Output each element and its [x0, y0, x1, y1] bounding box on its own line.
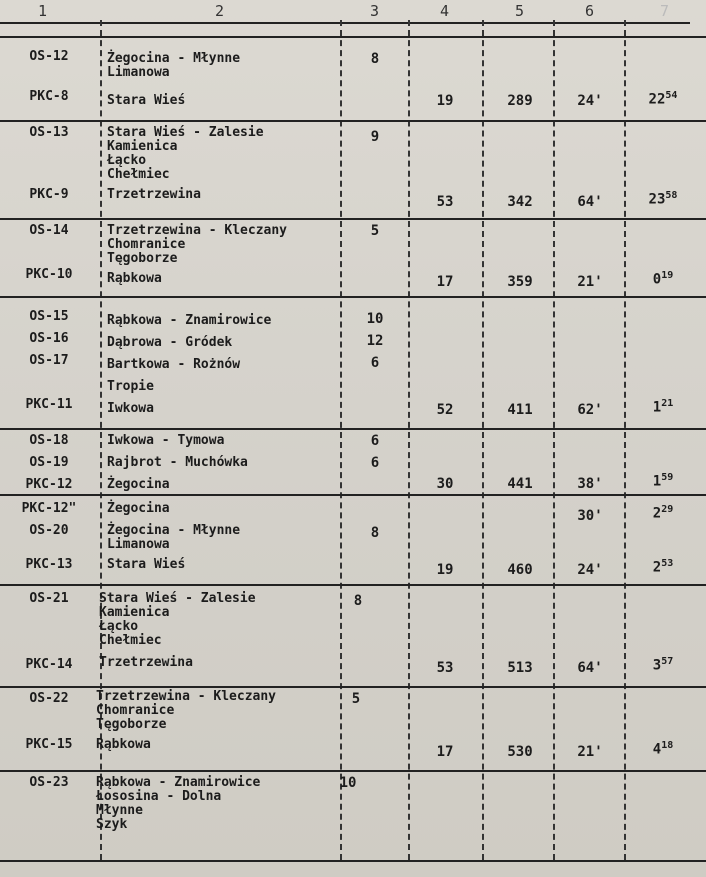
row-codes	[8, 498, 90, 576]
column-header-4: 4	[440, 2, 450, 20]
cell-col7: $1^{21}$	[652, 398, 674, 416]
cell-col4: 17	[436, 274, 454, 290]
cell-col7: $4^{18}$	[652, 740, 674, 758]
route-code: OS-20	[29, 523, 69, 538]
cell-col6: 21'	[577, 744, 603, 760]
column-header-3: 3	[370, 2, 380, 20]
column-header-5: 5	[515, 2, 525, 20]
cell-col5: 359	[507, 274, 533, 290]
table-row	[0, 298, 706, 430]
table-row	[0, 688, 706, 772]
route-code: OS-16	[29, 331, 69, 346]
table-row	[0, 586, 706, 688]
cell-col5: 289	[507, 93, 533, 109]
row-routes: Stara Wieś - Zalesie Kamienica Łącko Chełmiec Trzetrzewina	[107, 125, 264, 202]
route-code: OS-23	[29, 775, 69, 790]
route-code: PKC-8	[29, 89, 69, 104]
cell-col6: 64'	[577, 660, 603, 676]
route-code: PKC-12	[25, 477, 73, 492]
cell-col7: $2^{29}$	[652, 504, 674, 522]
table-row	[0, 220, 706, 298]
table-row	[0, 772, 706, 862]
route-code: OS-14	[29, 223, 69, 238]
row-codes	[8, 688, 90, 756]
row-distance: 8	[370, 51, 380, 67]
route-code: PKC-11	[25, 397, 73, 412]
column-header-2: 2	[215, 2, 225, 20]
row-routes: Żegocina Żegocina - Młynne Limanowa Stara Wieś	[107, 501, 241, 572]
cell-col7: $0^{19}$	[652, 270, 674, 288]
cell-col5: 513	[507, 660, 533, 676]
route-code: PKC-10	[25, 267, 73, 282]
cell-col6: 24'	[577, 93, 603, 109]
header-top-rule	[0, 22, 690, 24]
row-distance: 10 12 6	[366, 311, 384, 371]
route-code: OS-19	[29, 455, 69, 470]
cell-col7: $2^{53}$	[652, 558, 674, 576]
cell-col4: 53	[436, 194, 454, 210]
table-row	[0, 496, 706, 586]
cell-col7: $22^{54}$	[648, 90, 678, 108]
route-code: PKC-9	[29, 187, 69, 202]
cell-col5: 411	[507, 402, 533, 418]
route-code: PKC-13	[25, 557, 73, 572]
row-routes: Iwkowa - Tymowa Rajbrot - Muchówka Żegocina	[107, 433, 248, 492]
cell-col7: $23^{58}$	[648, 190, 678, 208]
row-distance: 10	[339, 775, 357, 791]
row-codes	[8, 588, 90, 676]
row-codes	[8, 772, 90, 794]
row-routes: Trzetrzewina - Kleczany Chomranice Tęgoborze Rąbkowa	[96, 689, 277, 752]
row-distance: 6 6	[370, 433, 380, 471]
column-header-6: 6	[585, 2, 595, 20]
cell-col7: $3^{57}$	[652, 656, 674, 674]
cell-col5: 530	[507, 744, 533, 760]
cell-col4: 30	[436, 476, 454, 492]
row-codes	[8, 430, 90, 496]
route-code: PKC-12"	[21, 501, 77, 516]
row-distance: 5	[351, 691, 361, 707]
cell-col4: 19	[436, 562, 454, 578]
cell-col4: 17	[436, 744, 454, 760]
row-codes	[8, 122, 90, 206]
cell-col4: 52	[436, 402, 454, 418]
route-code: OS-12	[29, 49, 69, 64]
cell-col6: 62'	[577, 402, 603, 418]
route-code: PKC-15	[25, 737, 73, 752]
cell-col4: 19	[436, 93, 454, 109]
route-code: OS-21	[29, 591, 69, 606]
cell-col4: 53	[436, 660, 454, 676]
column-header-1: 1	[38, 2, 48, 20]
cell-col6: 30'	[577, 508, 603, 524]
row-routes: Rąbkowa - Znamirowice Dąbrowa - Gródek Bartkowa - Rożnów Tropie Iwkowa	[107, 313, 272, 416]
cell-col7: $1^{59}$	[652, 472, 674, 490]
cell-col5: 441	[507, 476, 533, 492]
row-codes	[8, 220, 90, 286]
row-codes	[8, 46, 90, 108]
row-distance: 9	[370, 129, 380, 145]
table-row	[0, 38, 706, 122]
row-routes: Trzetrzewina - Kleczany Chomranice Tęgoborze Rąbkowa	[107, 223, 288, 286]
route-code: OS-13	[29, 125, 69, 140]
row-distance: 8	[370, 525, 380, 541]
cell-col6: 64'	[577, 194, 603, 210]
route-code: PKC-14	[25, 657, 73, 672]
row-routes: Rąbkowa - Znamirowice Łososina - Dolna Młynne Szyk	[96, 775, 261, 832]
cell-col6: 21'	[577, 274, 603, 290]
cell-col6: 38'	[577, 476, 603, 492]
row-codes	[8, 306, 90, 416]
cell-col5: 460	[507, 562, 533, 578]
table-row	[0, 122, 706, 220]
table-row	[0, 430, 706, 496]
cell-col5: 342	[507, 194, 533, 210]
row-routes: Stara Wieś - Zalesie Kamienica Łącko Chełmiec Trzetrzewina	[99, 591, 256, 670]
row-distance: 5	[370, 223, 380, 239]
route-code: OS-22	[29, 691, 69, 706]
route-code: OS-18	[29, 433, 69, 448]
row-routes: Żegocina - Młynne Limanowa Stara Wieś	[107, 51, 241, 108]
row-distance: 8	[353, 593, 363, 609]
cell-col6: 24'	[577, 562, 603, 578]
column-header-7: 7	[660, 2, 670, 20]
route-code: OS-15	[29, 309, 69, 324]
route-code: OS-17	[29, 353, 69, 368]
